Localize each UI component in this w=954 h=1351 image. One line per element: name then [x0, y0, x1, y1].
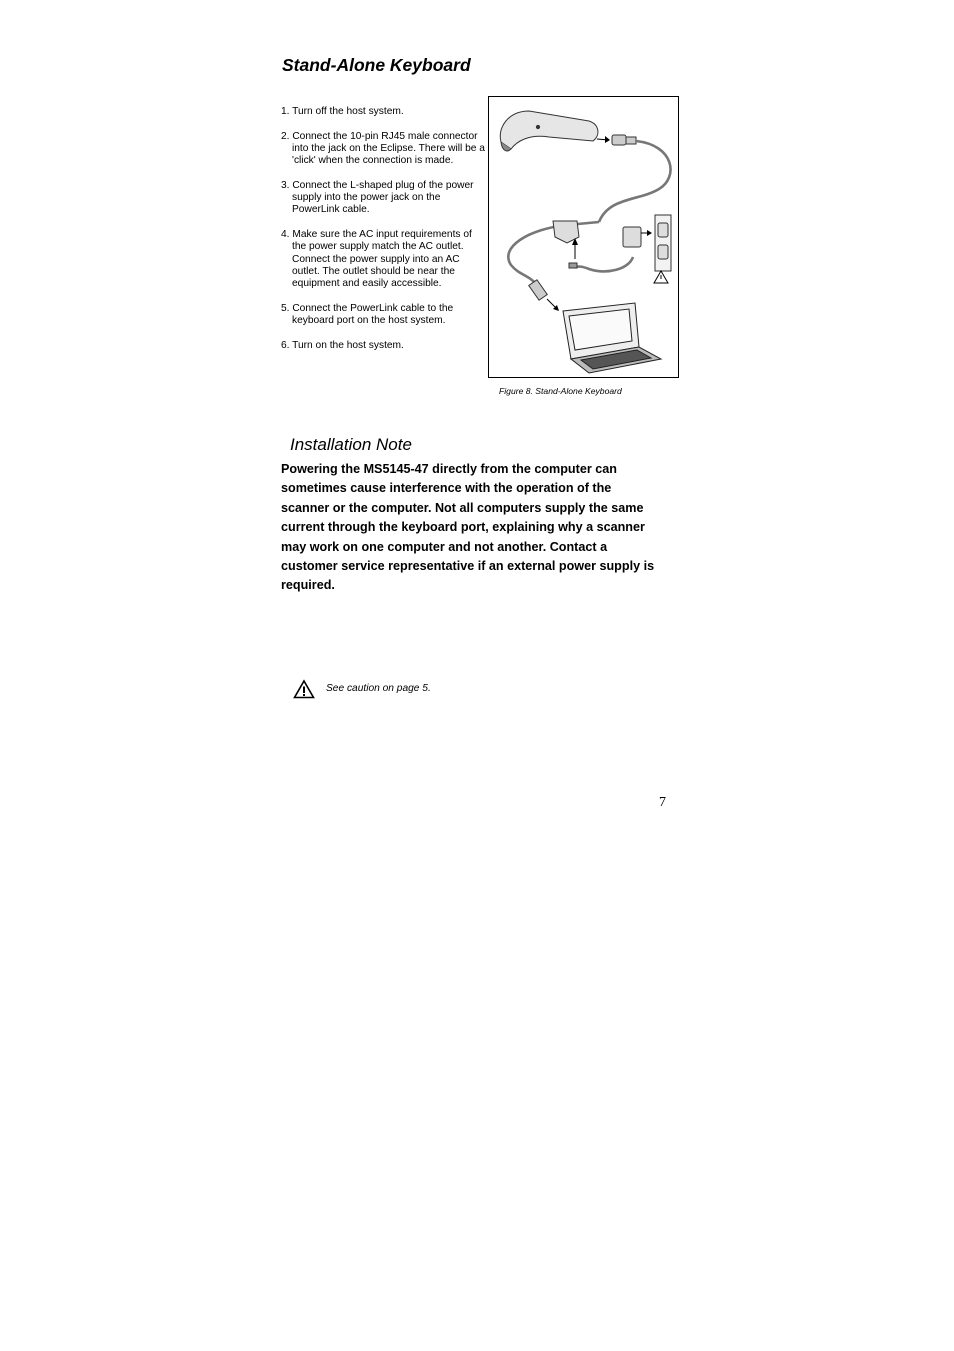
- figure-caption: Figure 8. Stand-Alone Keyboard: [499, 386, 622, 396]
- rj45-connector: [597, 135, 636, 145]
- installation-note-body: Powering the MS5145-47 directly from the computer can sometimes cause interference with the operation of the scanner or the computer. Not all computers supply the same current through the keyboard port, explaining why a scanner may work on one computer and not another. Contact a customer service representative if an external power supply is required.: [281, 462, 655, 593]
- figure-illustration: [488, 96, 679, 378]
- page-number: 7: [659, 795, 666, 810]
- caution-text: See caution on page 5.: [326, 683, 431, 694]
- laptop-illustration: [563, 303, 661, 373]
- step-item: 6. Turn on the host system.: [281, 339, 404, 351]
- page-title: Stand-Alone Keyboard: [282, 55, 471, 75]
- step-item: 1. Turn off the host system.: [281, 106, 404, 117]
- powerlink-junction: [553, 221, 579, 268]
- step-item: 4. Make sure the AC input requirements of the power supply match the AC outlet. Connect the power supply into an AC outlet. The outlet should be near the equipment and easily accessible.: [281, 228, 472, 290]
- caution-triangle-icon: [293, 679, 315, 699]
- cable-lines: [508, 141, 670, 285]
- power-supply-and-outlet: [623, 215, 671, 283]
- step-item: 3. Connect the L-shaped plug of the power supply into the power jack on the PowerLink cable.: [281, 179, 474, 216]
- keyboard-plug: [529, 280, 559, 311]
- step-item: 5. Connect the PowerLink cable to the keyboard port on the host system.: [281, 302, 454, 327]
- stand-alone-keyboard-diagram: [489, 97, 678, 377]
- instruction-steps: [281, 106, 486, 364]
- scanner-illustration: [500, 111, 598, 151]
- installation-note-heading: Installation Note: [290, 435, 412, 454]
- step-item: 2. Connect the 10-pin RJ45 male connector into the jack on the Eclipse. There will be a 'click' when the connection is made.: [281, 130, 485, 167]
